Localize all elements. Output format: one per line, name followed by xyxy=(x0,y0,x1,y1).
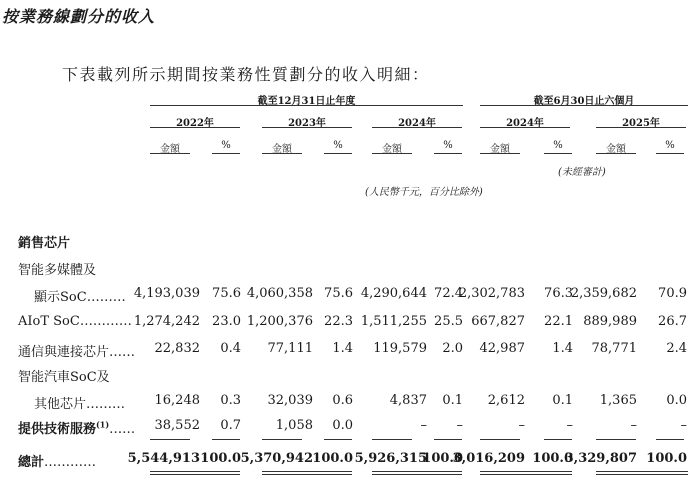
total-line-d2 xyxy=(480,474,572,475)
row-label-comm-connect: 通信與連接芯片…… xyxy=(18,345,136,360)
percent-2023-underline xyxy=(324,153,352,154)
group-six-month-underline xyxy=(480,105,688,106)
year-2025-h1-underline xyxy=(596,127,686,128)
total-line-e1 xyxy=(596,471,688,472)
total-line-a2 xyxy=(150,474,240,475)
subtotal-line-1 xyxy=(150,439,190,440)
cell-amount-2024: 5,926,315 xyxy=(354,451,427,466)
cell-pct-2024: 0.1 xyxy=(442,393,463,408)
subtotal-line-10 xyxy=(656,439,684,440)
group-header-six-month: 截至6月30日止六個月 xyxy=(533,96,635,107)
leader-dots: ……… xyxy=(86,397,126,412)
cell-pct-2022: 0.3 xyxy=(220,393,241,408)
cell-pct-2025-h1: 0.0 xyxy=(666,393,687,408)
subtotal-line-4 xyxy=(324,439,352,440)
year-2023-underline xyxy=(262,127,352,128)
cell-amount-2024-h1: 2,302,783 xyxy=(458,286,525,301)
amount-header-2022: 金額 xyxy=(160,144,180,155)
cell-pct-2024-h1: 1.4 xyxy=(552,341,573,356)
cell-pct-2024: – xyxy=(456,418,463,433)
cell-pct-2025-h1: – xyxy=(680,418,687,433)
amount-header-2024: 金額 xyxy=(382,144,402,155)
cell-pct-2023: 1.4 xyxy=(332,341,353,356)
row-label-total: 總計………… xyxy=(18,455,97,470)
cell-pct-2023: 100.0 xyxy=(312,451,353,466)
amount-2022-underline xyxy=(150,153,190,154)
cell-pct-2024-h1: 0.1 xyxy=(552,393,573,408)
cell-amount-2024: 119,579 xyxy=(373,341,427,356)
subtotal-line-9 xyxy=(596,439,636,440)
cell-pct-2022: 0.7 xyxy=(220,418,241,433)
cell-amount-2023: 5,370,942 xyxy=(240,451,313,466)
cell-amount-2025-h1: 78,771 xyxy=(591,341,637,356)
cell-pct-2023: 0.6 xyxy=(332,393,353,408)
cell-amount-2022: 1,274,242 xyxy=(133,314,200,329)
percent-header-2025-h1: % xyxy=(665,140,675,151)
total-line-b1 xyxy=(262,471,352,472)
cell-amount-2025-h1: 2,359,682 xyxy=(570,286,637,301)
cell-pct-2022: 100.0 xyxy=(200,451,241,466)
cell-pct-2025-h1: 100.0 xyxy=(646,451,687,466)
cell-amount-2022: 16,248 xyxy=(154,393,200,408)
cell-amount-2025-h1: 889,989 xyxy=(583,314,637,329)
unaudited-note: (未經審計) xyxy=(558,167,606,178)
leader-dots: ……… xyxy=(86,290,126,305)
year-header-2024: 2024年 xyxy=(398,118,436,129)
cell-amount-2025-h1: 1,365 xyxy=(599,393,637,408)
group-header-year: 截至12月31日止年度 xyxy=(257,96,356,107)
cell-pct-2024-h1: – xyxy=(566,418,573,433)
subtotal-line-6 xyxy=(434,439,462,440)
cell-amount-2023: 77,111 xyxy=(267,341,313,356)
cell-amount-2024: – xyxy=(420,418,427,433)
intro-text: 下表載列所示期間按業務性質劃分的收入明細： xyxy=(62,65,430,84)
cell-amount-2023: 4,060,358 xyxy=(246,286,313,301)
unit-note: (人民幣千元，百分比除外) xyxy=(365,187,483,198)
row-label-tech-services: 提供技術服務$^{(1)}$…… xyxy=(18,419,136,437)
cell-amount-2024-h1: – xyxy=(518,418,525,433)
group-year-underline xyxy=(150,105,463,106)
cell-pct-2023: 22.3 xyxy=(324,314,353,329)
cell-amount-2024-h1: 667,827 xyxy=(471,314,525,329)
cell-pct-2023: 0.0 xyxy=(332,418,353,433)
cell-amount-2022: 38,552 xyxy=(154,418,200,433)
cell-amount-2024-h1: 3,016,209 xyxy=(452,451,525,466)
subtotal-line-3 xyxy=(262,439,302,440)
percent-header-2024: % xyxy=(443,140,453,151)
cell-pct-2025-h1: 2.4 xyxy=(666,341,687,356)
cell-amount-2024: 4,837 xyxy=(389,393,427,408)
cell-pct-2024: 100.0 xyxy=(422,451,463,466)
year-header-2022: 2022年 xyxy=(176,118,214,129)
cell-amount-2023: 1,058 xyxy=(275,418,313,433)
footnote-marker: (1) xyxy=(96,419,110,430)
cell-amount-2023: 1,200,376 xyxy=(246,314,313,329)
cell-amount-2024: 1,511,255 xyxy=(360,314,427,329)
total-line-c1 xyxy=(372,471,462,472)
total-line-a1 xyxy=(150,471,240,472)
subtotal-line-5 xyxy=(372,439,412,440)
cell-pct-2025-h1: 26.7 xyxy=(658,314,687,329)
row-label-other-chips: 其他芯片……… xyxy=(34,397,126,412)
total-line-d1 xyxy=(480,471,572,472)
year-header-2024-h1: 2024年 xyxy=(506,118,544,129)
cell-pct-2024: 2.0 xyxy=(442,341,463,356)
cell-pct-2022: 75.6 xyxy=(212,286,241,301)
cell-pct-2025-h1: 70.9 xyxy=(658,286,687,301)
amount-header-2024-h1: 金額 xyxy=(490,144,510,155)
leader-dots: …… xyxy=(109,345,136,360)
total-line-e2 xyxy=(596,474,688,475)
year-2024-h1-underline xyxy=(480,127,570,128)
percent-2022-underline xyxy=(212,153,240,154)
total-line-b2 xyxy=(262,474,352,475)
percent-2024-h1-underline xyxy=(544,153,572,154)
percent-header-2024-h1: % xyxy=(553,140,563,151)
amount-2023-underline xyxy=(262,153,302,154)
cell-pct-2023: 75.6 xyxy=(324,286,353,301)
row-label-aiot-soc: AIoT SoC………… xyxy=(18,314,132,329)
leader-dots: ………… xyxy=(79,314,132,329)
row-label-display-soc: 顯示SoC……… xyxy=(34,290,126,305)
year-header-2023: 2023年 xyxy=(288,118,326,129)
row-label-smart-auto: 智能汽車SoC及 xyxy=(18,370,110,385)
cell-pct-2024-h1: 100.0 xyxy=(532,451,573,466)
percent-header-2023: % xyxy=(333,140,343,151)
cell-amount-2023: 32,039 xyxy=(267,393,313,408)
cell-amount-2024-h1: 2,612 xyxy=(487,393,525,408)
subtotal-line-8 xyxy=(544,439,572,440)
cell-amount-2022: 22,832 xyxy=(154,341,200,356)
cell-pct-2024: 25.5 xyxy=(434,314,463,329)
leader-dots: …… xyxy=(109,422,136,437)
amount-2024-underline xyxy=(372,153,412,154)
cell-pct-2024-h1: 22.1 xyxy=(544,314,573,329)
amount-header-2025-h1: 金額 xyxy=(606,144,626,155)
subtotal-line-2 xyxy=(212,439,240,440)
year-2024-underline xyxy=(372,127,462,128)
amount-header-2023: 金額 xyxy=(272,144,292,155)
total-line-c2 xyxy=(372,474,462,475)
amount-2025-h1-underline xyxy=(596,153,636,154)
cell-amount-2025-h1: 3,329,807 xyxy=(564,451,637,466)
section-heading: 按業務線劃分的收入 xyxy=(2,7,156,26)
cell-pct-2024-h1: 76.3 xyxy=(544,286,573,301)
row-label-smart-multimedia: 智能多媒體及 xyxy=(18,263,97,278)
leader-dots: ………… xyxy=(44,455,97,470)
percent-2025-h1-underline xyxy=(656,153,684,154)
cell-amount-2025-h1: – xyxy=(630,418,637,433)
subtotal-line-7 xyxy=(480,439,520,440)
percent-2024-underline xyxy=(434,153,462,154)
cell-amount-2022: 4,193,039 xyxy=(133,286,200,301)
row-label-sales-chips: 銷售芯片 xyxy=(18,236,71,251)
cell-amount-2024: 4,290,644 xyxy=(360,286,427,301)
cell-pct-2024: 72.4 xyxy=(434,286,463,301)
year-header-2025-h1: 2025年 xyxy=(622,118,660,129)
amount-2024-h1-underline xyxy=(480,153,520,154)
cell-amount-2022: 5,544,913 xyxy=(127,451,200,466)
cell-pct-2022: 0.4 xyxy=(220,341,241,356)
percent-header-2022: % xyxy=(221,140,231,151)
year-2022-underline xyxy=(150,127,240,128)
cell-pct-2022: 23.0 xyxy=(212,314,241,329)
cell-amount-2024-h1: 42,987 xyxy=(479,341,525,356)
